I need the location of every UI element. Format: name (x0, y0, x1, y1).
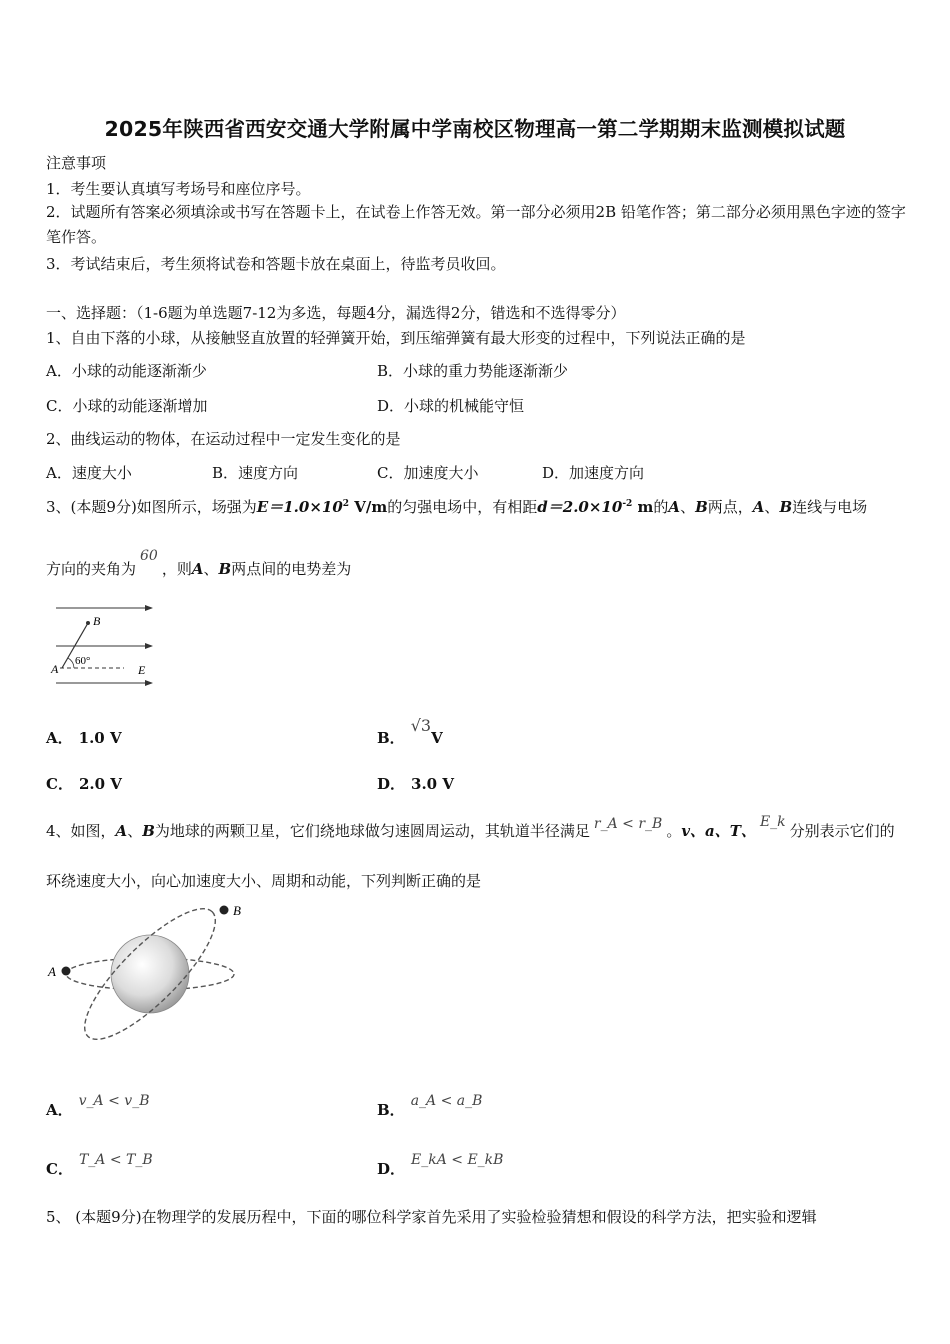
q5-stem: 5、 (本题9分)在物理学的发展历程中，下面的哪位科学家首先采用了实验检验猜想和假设的科学方法，把实验和逻辑 (46, 1208, 817, 1226)
section-heading: 一、选择题：（1-6题为单选题7-12为多选，每题4分，漏选得2分，错选和不选得零分） (46, 304, 626, 322)
q3-option-d: D． 3.0 V (377, 775, 454, 793)
q3-option-b-math: √3 (410, 716, 432, 735)
q2-option-d: D．加速度方向 (542, 464, 645, 482)
q3-option-b: B．√3V (377, 716, 443, 747)
q1-stem: 1、自由下落的小球，从接触竖直放置的轻弹簧开始，到压缩弹簧有最大形变的过程中，下列说法正确的是 (46, 329, 746, 347)
q4-option-b: B． a_A < a_B (377, 1093, 483, 1119)
point-b (86, 621, 90, 625)
notice-heading: 注意事项 (46, 154, 107, 172)
angle-arc (68, 658, 74, 668)
satellite-a (62, 967, 71, 976)
q4-option-b-math: a_A < a_B (410, 1093, 483, 1109)
label-angle: 60° (75, 655, 91, 667)
q2-option-a: A．速度大小 (46, 464, 132, 482)
satellite-b (220, 906, 229, 915)
label-e: E (138, 663, 146, 677)
earth-icon (111, 935, 189, 1013)
page-title: 2025年陕西省西安交通大学附属中学南校区物理高一第二学期期末监测模拟试题 (104, 117, 846, 141)
q2-stem: 2、曲线运动的物体，在运动过程中一定发生变化的是 (46, 430, 401, 448)
q3-option-a: A． 1.0 V (46, 729, 122, 747)
q1-option-a: A．小球的动能逐渐渐少 (46, 362, 207, 380)
notice-item-1: 1．考生要认真填写考场号和座位序号。 (46, 180, 311, 198)
q4-option-a: A． v_A < v_B (46, 1093, 150, 1119)
label-b: B (233, 903, 241, 918)
notice-item-2: 2．试题所有答案必须填涂或书写在答题卡上，在试卷上作答无效。第一部分必须用2B 铅笔作答；第二部分必须用黑色字迹的签字笔作答。 (46, 203, 906, 246)
q3-stem-line2: 方向的夹角为60，则A、B两点间的电势差为 (46, 548, 352, 578)
q3-stem-line1: 3、(本题9分)如图所示，场强为$E=1.0\times 10^2$ V/m的匀强电场中，有相距$d=2.0\times 10^{-2}$ m的A、B两点，A、B连线与电场 (46, 498, 868, 516)
q2-option-b: B．速度方向 (212, 464, 299, 482)
q4-option-a-math: v_A < v_B (78, 1093, 150, 1109)
q4-stem-line2: 环绕速度大小，向心加速度大小、周期和动能，下列判断正确的是 (46, 872, 482, 890)
q1-option-d: D．小球的机械能守恒 (377, 397, 525, 415)
q4-stem-line1: 4、如图，A、B为地球的两颗卫星，它们绕地球做匀速圆周运动，其轨道半径满足 r_A < r_B 。v、a、T、 E_k 分别表示它们的 (46, 814, 895, 840)
q4-condition-math: r_A < r_B (593, 816, 663, 832)
q1-option-c: C．小球的动能逐渐增加 (46, 397, 208, 415)
q4-ek-math: E_k (759, 814, 786, 830)
q4-option-d-math: E_kA < E_kB (411, 1152, 504, 1168)
q4-option-d: D． E_kA < E_kB (377, 1152, 504, 1178)
q4-option-c: C． T_A < T_B (46, 1152, 153, 1178)
q4-orbit-figure (46, 898, 246, 1050)
q1-option-b: B．小球的重力势能逐渐渐少 (377, 362, 569, 380)
label-b: B (93, 614, 101, 628)
q3-angle-math: 60 (140, 548, 158, 564)
q4-option-c-math: T_A < T_B (78, 1152, 153, 1168)
notice-item-3: 3．考试结束后，考生须将试卷和答题卡放在桌面上，待监考员收回。 (46, 255, 506, 273)
label-a: A (48, 964, 56, 979)
q3-field-figure (48, 598, 158, 690)
label-a: A (51, 662, 59, 676)
q3-option-c: C． 2.0 V (46, 775, 122, 793)
q2-option-c: C．加速度大小 (377, 464, 479, 482)
